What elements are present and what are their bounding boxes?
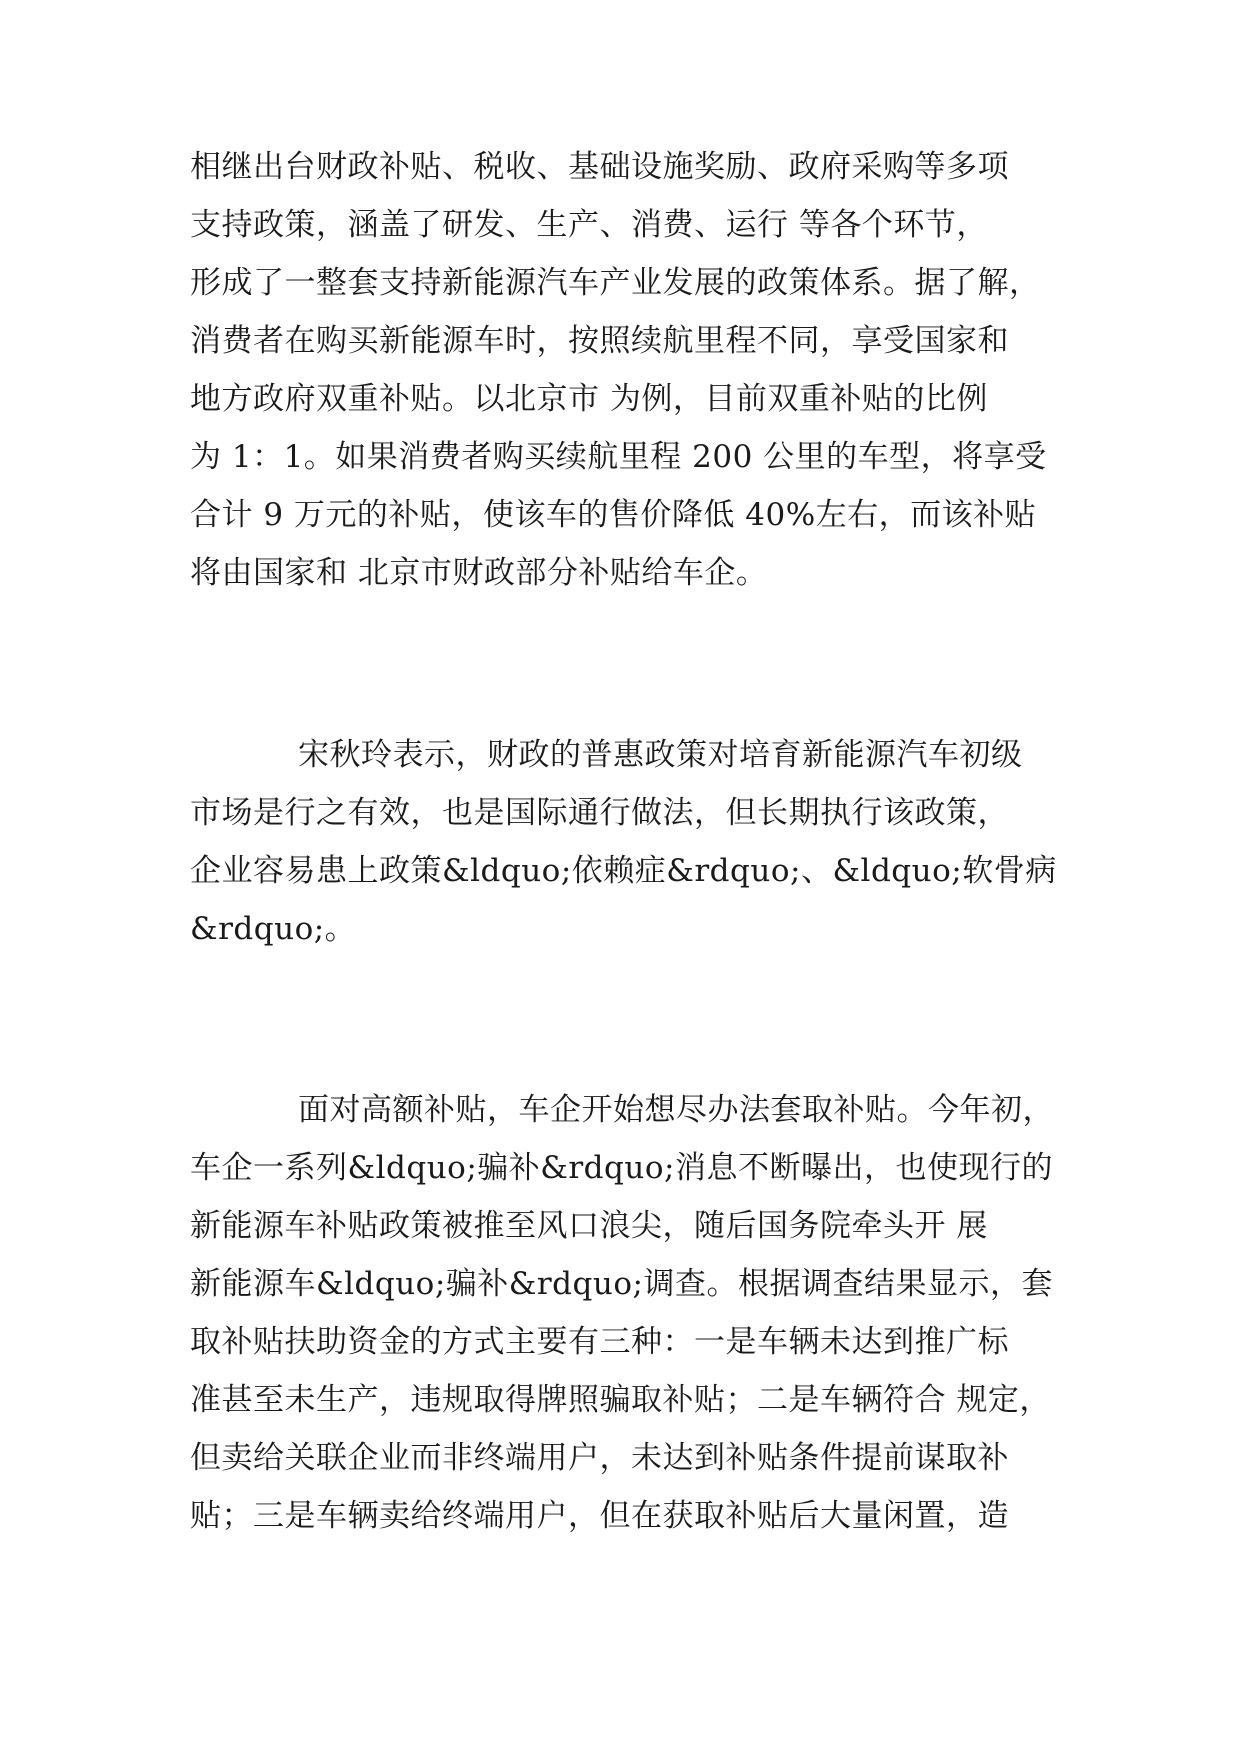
text-line: &rdquo;。: [190, 911, 357, 947]
text-line: 面对高额补贴，车企开始想尽办法套取补贴。今年初，: [298, 1092, 1054, 1128]
text-line: 支持政策，涵盖了研发、生产、消费、运行 等各个环节，: [190, 207, 988, 243]
text-line: 但卖给关联企业而非终端用户，未达到补贴条件提前谋取补: [190, 1440, 1009, 1476]
text-line: 宋秋玲表示，财政的普惠政策对培育新能源汽车初级: [298, 737, 1023, 773]
text-line: 地方政府双重补贴。以北京市 为例，目前双重补贴的比例: [190, 381, 988, 417]
text-line: 企业容易患上政策&ldquo;依赖症&rdquo;、&ldquo;软骨病: [190, 853, 1057, 889]
text-line: 相继出台财政补贴、税收、基础设施奖励、政府采购等多项: [190, 149, 1009, 185]
text-line: 合计 9 万元的补贴，使该车的售价降低 40%左右，而该补贴: [190, 497, 1037, 533]
text-line: 消费者在购买新能源车时，按照续航里程不同，享受国家和: [190, 323, 1009, 359]
text-line: 市场是行之有效，也是国际通行做法，但长期执行该政策，: [190, 795, 1009, 831]
text-line: 形成了一整套支持新能源汽车产业发展的政策体系。据了解，: [190, 265, 1041, 301]
text-line: 为 1：1。如果消费者购买续航里程 200 公里的车型，将享受: [190, 439, 1047, 475]
text-line: 车企一系列&ldquo;骗补&rdquo;消息不断曝出，也使现行的: [190, 1150, 1053, 1186]
text-line: 取补贴扶助资金的方式主要有三种：一是车辆未达到推广标: [190, 1324, 1009, 1360]
text-line: 新能源车&ldquo;骗补&rdquo;调查。根据调查结果显示，套: [190, 1266, 1053, 1302]
text-line: 将由国家和 北京市财政部分补贴给车企。: [190, 555, 768, 591]
text-line: 贴；三是车辆卖给终端用户，但在获取补贴后大量闲置，造: [190, 1498, 1009, 1534]
text-line: 准甚至未生产，违规取得牌照骗取补贴；二是车辆符合 规定，: [190, 1382, 1051, 1418]
text-line: 新能源车补贴政策被推至风口浪尖，随后国务院牵头开 展: [190, 1208, 988, 1244]
